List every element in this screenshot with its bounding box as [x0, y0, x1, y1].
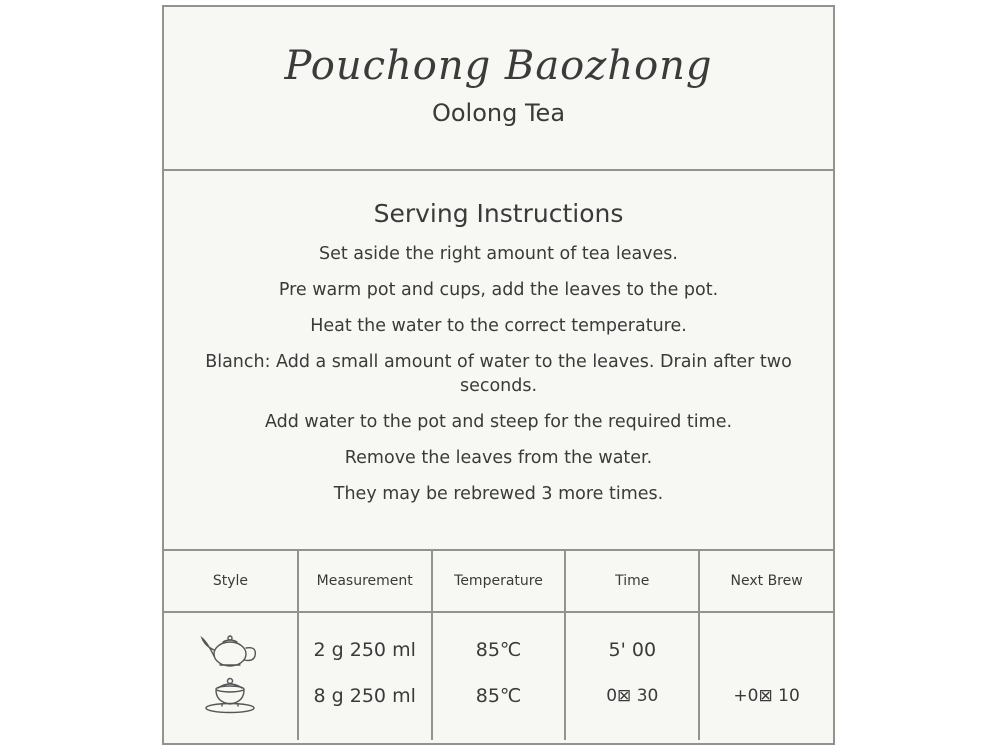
tea-type: Oolong Tea: [431, 99, 566, 127]
time-value: 0⊠ 30: [606, 686, 659, 706]
next-brew-cell: [699, 612, 833, 740]
table-header-row: [164, 551, 833, 612]
next-brew-value: [701, 627, 832, 673]
style-cell: [164, 612, 298, 740]
brewing-table: [164, 551, 833, 740]
instruction-step: They may be rebrewed 3 more times.: [333, 484, 664, 504]
table-row: [164, 612, 833, 740]
tea-name: Pouchong Baozhong: [284, 43, 713, 89]
teapot-icon: [165, 627, 296, 673]
measurement-value: 8 g 250 ml: [313, 685, 416, 707]
time-cell: [565, 612, 699, 740]
serving-instructions: [164, 171, 833, 551]
temperature-value: 85℃: [475, 639, 522, 661]
header-time: Time: [565, 551, 699, 612]
measurement-cell: [298, 612, 432, 740]
tea-card: [162, 5, 835, 745]
temperature-value: 85℃: [475, 685, 522, 707]
instruction-step: Pre warm pot and cups, add the leaves to the pot.: [278, 280, 719, 300]
temperature-cell: [432, 612, 566, 740]
instruction-step: Remove the leaves from the water.: [344, 448, 653, 468]
card-header: [164, 7, 833, 171]
measurement-value: 2 g 250 ml: [313, 639, 416, 661]
next-brew-value: +0⊠ 10: [733, 686, 800, 706]
header-measurement: Measurement: [298, 551, 432, 612]
gaiwan-icon: [165, 673, 296, 719]
header-temperature: Temperature: [432, 551, 566, 612]
instruction-step: Set aside the right amount of tea leaves.: [319, 244, 678, 264]
instruction-step: Blanch: Add a small amount of water to the leaves. Drain after two seconds.: [205, 352, 792, 396]
header-style: Style: [164, 551, 298, 612]
header-next-brew: Next Brew: [699, 551, 833, 612]
instructions-title: Serving Instructions: [373, 199, 624, 228]
instruction-step: Heat the water to the correct temperature.: [310, 316, 687, 336]
instruction-step: Add water to the pot and steep for the required time.: [264, 412, 733, 432]
time-value: 5' 00: [608, 639, 657, 661]
